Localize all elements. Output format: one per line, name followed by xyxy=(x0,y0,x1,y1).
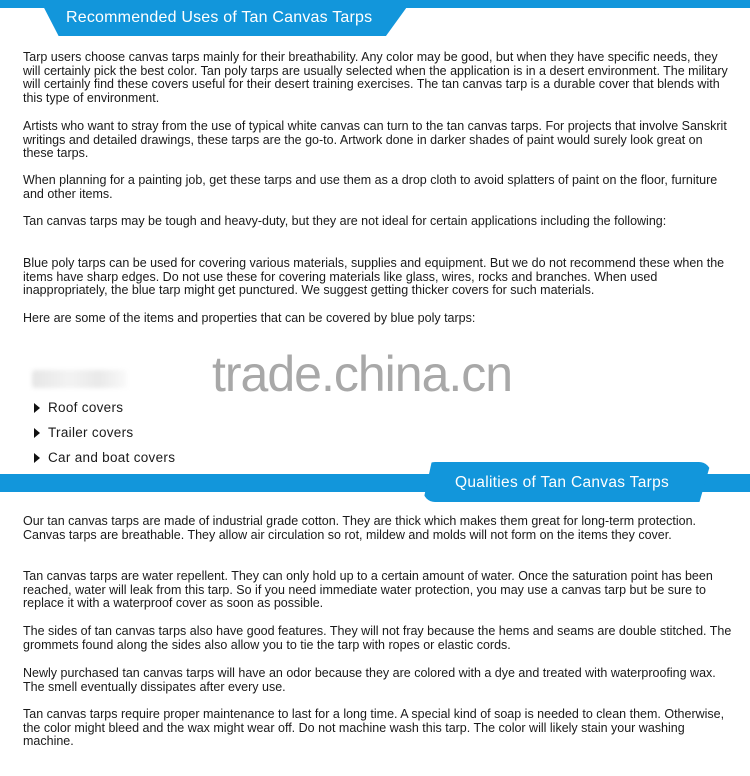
paragraph: The sides of tan canvas tarps also have good features. They will not fray because the hems and seams are double stitched. The grommets found along the sides also allow you to tie the tarp with ropes or elastic cords. xyxy=(23,624,732,652)
list-item-label: Car and boat covers xyxy=(48,450,176,465)
paragraph: Newly purchased tan canvas tarps will have an odor because they are colored with a dye and treated with waterproofing wax. The smell eventually dissipates after every use. xyxy=(23,666,716,694)
paragraph: Tan canvas tarps may be tough and heavy-duty, but they are not ideal for certain applications including the following: xyxy=(23,214,667,228)
list-item xyxy=(34,420,175,445)
list-item-label: Trailer covers xyxy=(48,425,134,440)
paragraph: Here are some of the items and properties that can be covered by blue poly tarps: xyxy=(23,311,476,325)
watermark: trade.china.cn xyxy=(212,346,513,402)
section-header-recommended-uses xyxy=(0,0,750,36)
list-item xyxy=(34,395,175,420)
bullet-list xyxy=(34,395,175,470)
paragraph: Blue poly tarps can be used for covering various materials, supplies and equipment. But we do not recommend these when the items have sharp edges. Do not use these for covering materials like glass, wires, rocks and branches. When used inappropriately, the blue tarp might get punctured. We suggest getting thicker covers for such materials. xyxy=(23,256,725,297)
paragraph: Artists who want to stray from the use of typical white canvas can turn to the tan canvas tarps. For projects that involve Sanskrit writings and detailed drawings, these tarps are the go-to. Artwork done in darker shades of paint would surely look great on these tarps. xyxy=(23,119,727,160)
paragraph: When planning for a painting job, get these tarps and use them as a drop cloth to avoid splatters of paint on the floor, furniture and other items. xyxy=(23,173,718,201)
paragraph: Our tan canvas tarps are made of industrial grade cotton. They are thick which makes them great for long-term protection. Canvas tarps are breathable. They allow air circulation so rot, mildew and molds will not form on the items they cover. xyxy=(23,514,697,542)
list-item-label: Roof covers xyxy=(48,400,124,415)
paragraph: Tan canvas tarps require proper maintenance to last for a long time. A special kind of soap is needed to clean them. Otherwise, the color might bleed and the wax might wear off. Do not machine wash this tarp. The color will likely stain your washing machine. xyxy=(23,707,725,748)
section-header-qualities xyxy=(0,462,750,504)
bullet-triangle-icon xyxy=(34,403,40,413)
bullet-triangle-icon xyxy=(34,453,40,463)
blurred-image xyxy=(32,370,127,388)
section-title: Qualities of Tan Canvas Tarps xyxy=(455,474,670,491)
paragraph: Tan canvas tarps are water repellent. They can only hold up to a certain amount of water. Once the saturation point has been reached, water will leak from this tarp. So if you need immediate water protection, you may use a canvas tarp but be sure to replace it with a waterproof cover as soon as possible. xyxy=(23,569,713,610)
bullet-triangle-icon xyxy=(34,428,40,438)
section-title: Recommended Uses of Tan Canvas Tarps xyxy=(66,9,373,26)
paragraph: Tarp users choose canvas tarps mainly for their breathability. Any color may be good, but when they have specific needs, they will certainly pick the best color. Tan poly tarps are usually selected when the application is in a desert environment. The military will certainly find these covers useful for their desert training exercises. The tan canvas tarp is a durable cover that blends with this type of environment. xyxy=(23,50,728,105)
